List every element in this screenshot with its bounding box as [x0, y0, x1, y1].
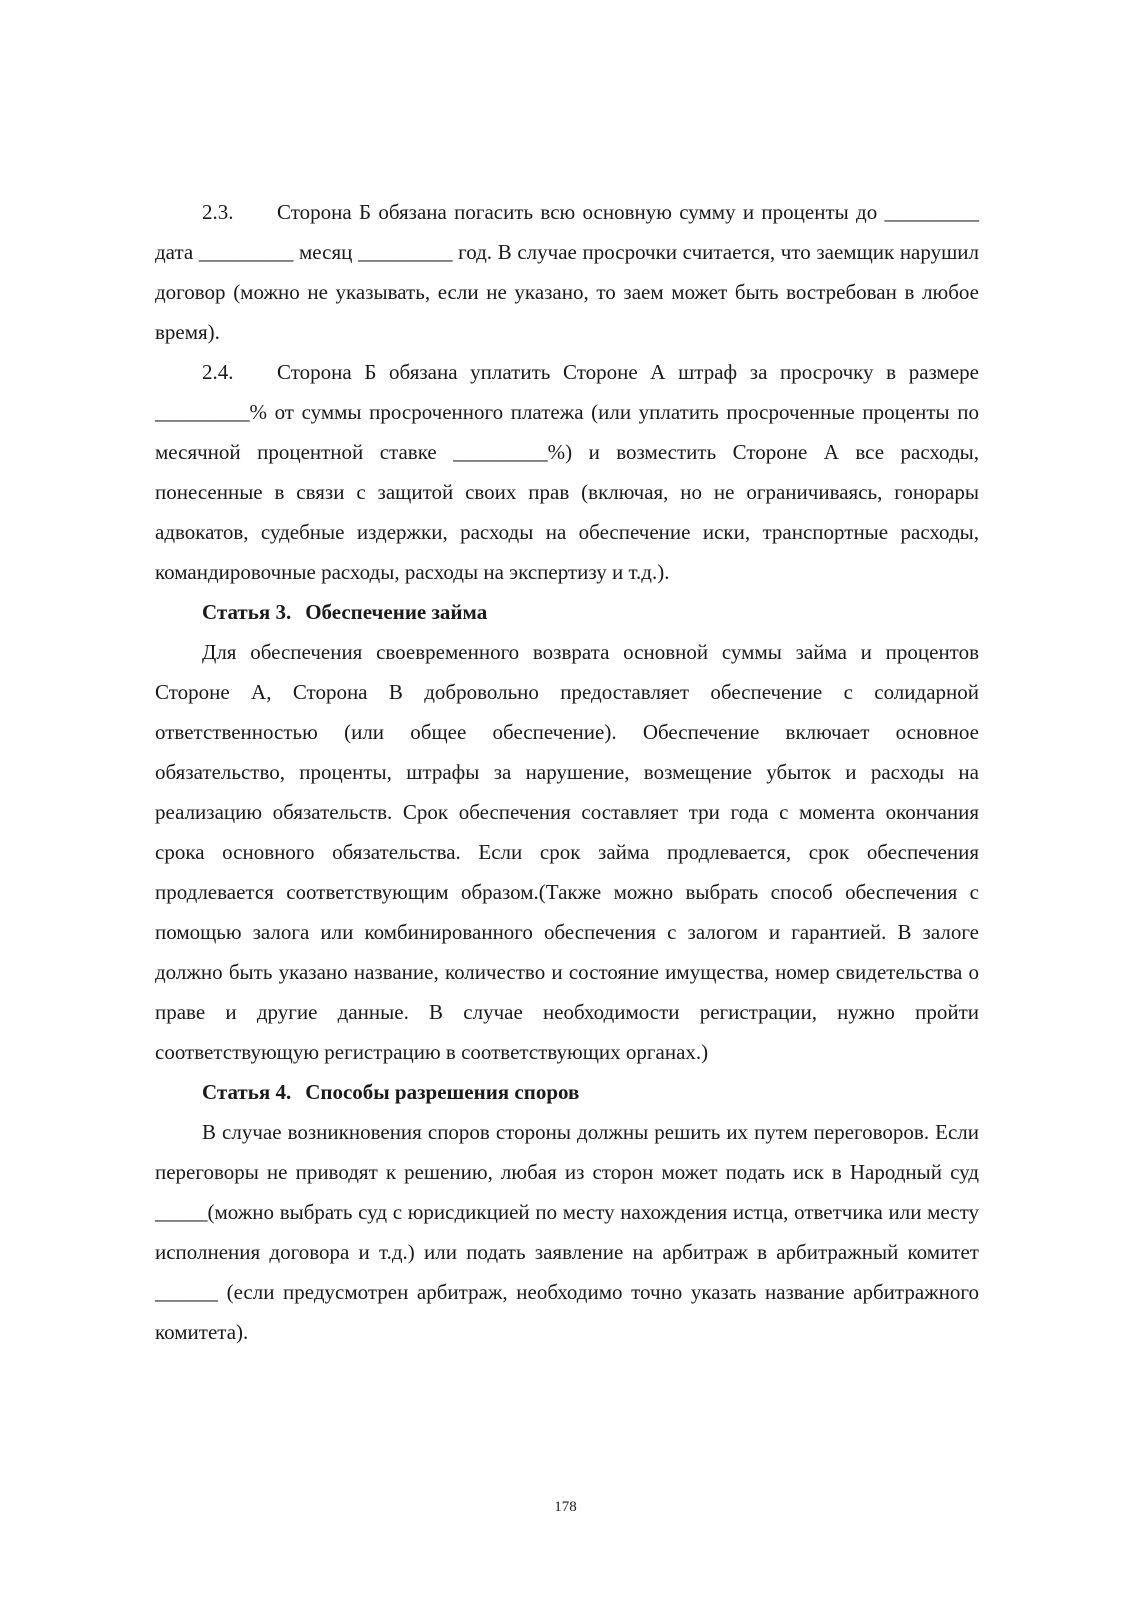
article-3-title: Обеспечение займа: [305, 600, 488, 624]
clause-2-4: [155, 352, 979, 592]
clause-2-4-text: Сторона Б обязана уплатить Стороне А штраф за просрочку в размере _________% от суммы просроченного платежа (или уплатить просроченные проценты по месячной процентной ставке _________%) и возместить Стороне А все расходы, понесенные в связи с защитой своих прав (включая, но не ограничиваясь, гонорары адвокатов, судебные издержки, расходы на обеспечение иски, транспортные расходы, командировочные расходы, расходы на экспертизу и т.д.).: [155, 360, 979, 584]
article-3-label: Статья 3.: [202, 600, 292, 624]
page-number: 178: [554, 1499, 577, 1515]
article-3-heading: [155, 592, 979, 632]
article-4-title: Способы разрешения споров: [305, 1080, 580, 1104]
article-4-heading: [155, 1072, 979, 1112]
article-4-text: В случае возникновения споров стороны должны решить их путем переговоров. Если переговоры не приводят к решению, любая из сторон может подать иск в Народный суд _____(можно выбрать суд с юрисдикцией по месту нахождения истца, ответчика или месту исполнения договора и т.д.) или подать заявление на арбитраж в арбитражный комитет ______ (если предусмотрен арбитраж, необходимо точно указать название арбитражного комитета).: [155, 1120, 979, 1344]
clause-2-3-number: 2.3.: [202, 200, 234, 224]
clause-2-3-text: Сторона Б обязана погасить всю основную сумму и проценты до _________ дата _________ месяц _________ год. В случае просрочки считается, что заемщик нарушил договор (можно не указывать, если не указано, то заем может быть востребован в любое время).: [155, 200, 979, 344]
clause-2-3: [155, 192, 979, 352]
article-4-label: Статья 4.: [202, 1080, 292, 1104]
clause-2-4-number: 2.4.: [202, 360, 234, 384]
document-body: [155, 192, 979, 1352]
article-3-text: Для обеспечения своевременного возврата основной суммы займа и процентов Стороне А, Сторона В добровольно предоставляет обеспечение с солидарной ответственностью (или общее обеспечение). Обеспечение включает основное обязательство, проценты, штрафы за нарушение, возмещение убыток и расходы на реализацию обязательств. Срок обеспечения составляет три года с момента окончания срока основного обязательства. Если срок займа продлевается, срок обеспечения продлевается соответствующим образом.(Также можно выбрать способ обеспечения с помощью залога или комбинированного обеспечения с залогом и гарантией. В залоге должно быть указано название, количество и состояние имущества, номер свидетельства о праве и другие данные. В случае необходимости регистрации, нужно пройти соответствующую регистрацию в соответствующих органах.): [155, 640, 979, 1064]
